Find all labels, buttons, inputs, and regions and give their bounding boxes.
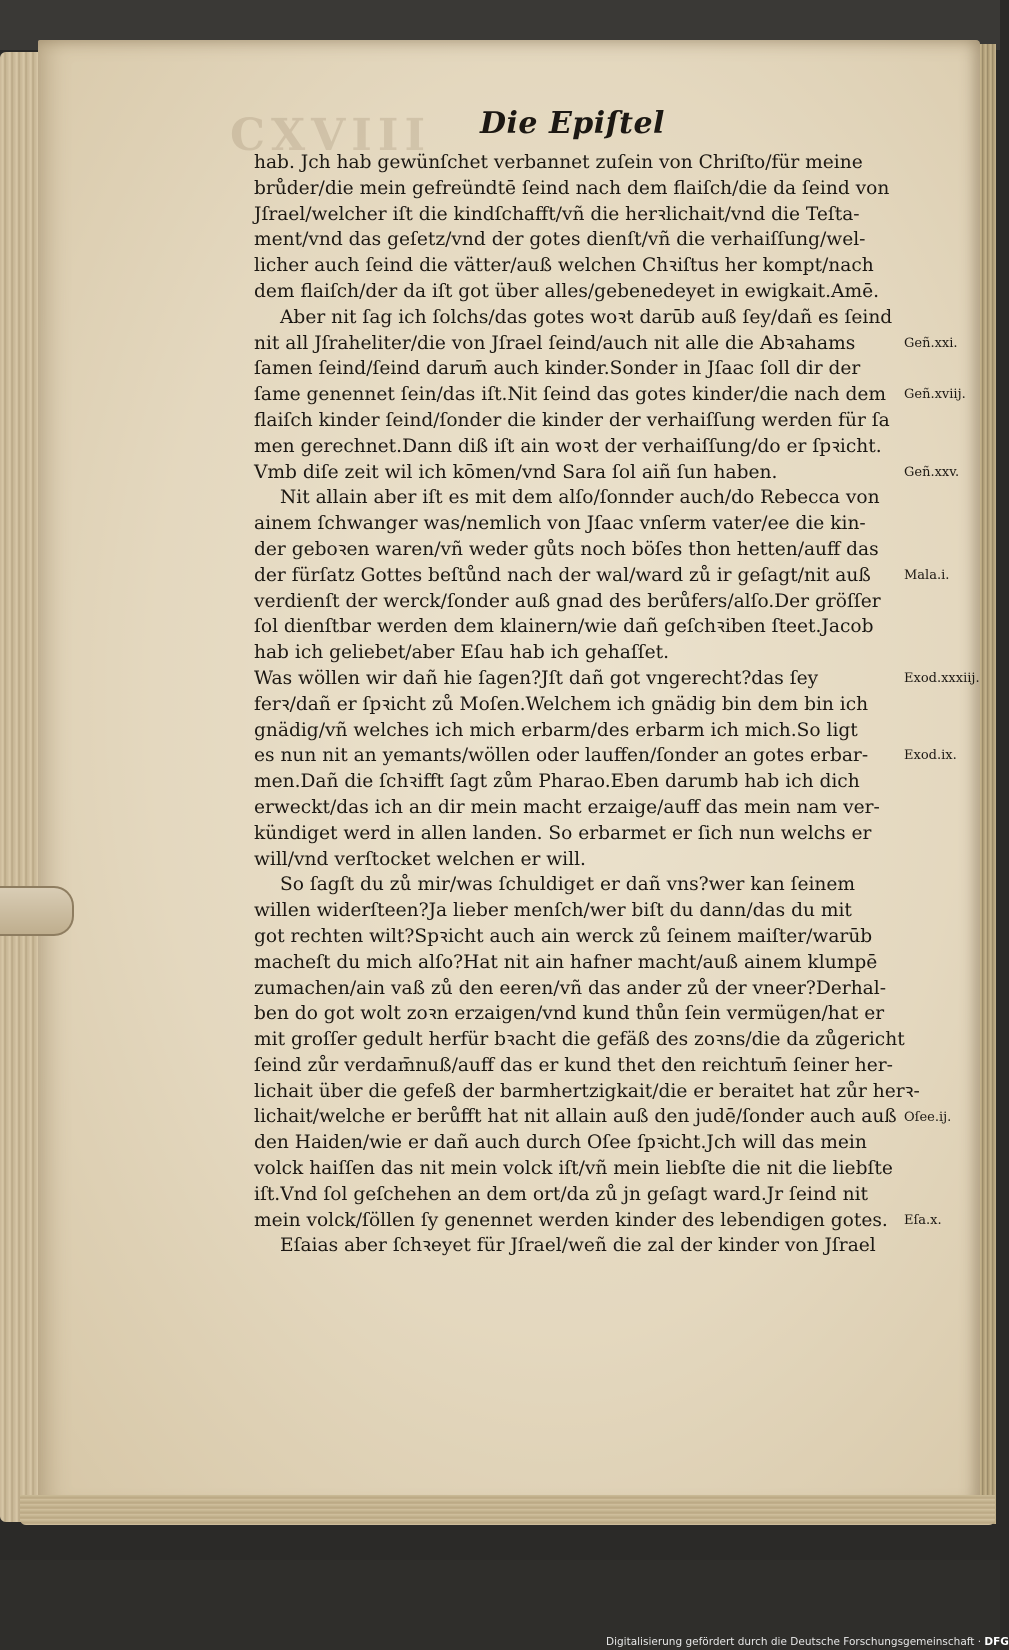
page-edges-bottom — [20, 1495, 995, 1525]
text-line: ſeind zůr verdam̄nuß/auff das er kund thet den reichtum̄ ſeiner her- — [254, 1054, 893, 1076]
text-line: licher auch ſeind die vätter/auß welchen Chꝛiſtus her kompt/nach — [254, 255, 874, 277]
text-line: willen widerſteen?Ja lieber menſch/wer biſt du dann/das du mit — [254, 900, 852, 922]
text-line: Was wöllen wir dañ hie ſagen?Jſt dañ got vngerecht?das ſey — [254, 667, 819, 689]
text-line: lichait über die gefeß der barmhertzigkait/die er beraitet hat zůr herꝛ- — [254, 1080, 920, 1102]
page-header: Die Epiſtel — [480, 106, 665, 141]
text-line: verdienſt der werck/ſonder auß gnad des berůfers/alſo.Der gröſſer — [254, 590, 881, 612]
main-text-block — [254, 150, 920, 1259]
text-line: zumachen/ain vaß zů den eeren/vñ das ander zů der vneer?Derhal- — [254, 977, 886, 999]
text-line: nit all Jſraheliter/die von Jſrael ſeind/auch nit alle die Abꝛahams — [254, 332, 856, 354]
text-line: volck haiſſen das nit mein volck iſt/vñ mein liebſte die nit die liebſte — [254, 1158, 893, 1180]
text-line: flaiſch kinder ſeind/ſonder die kinder der verhaiſſung werden für ſa — [254, 409, 890, 431]
text-line: ſame genennet ſein/das iſt.Nit ſeind das gotes kinder/die nach dem — [254, 384, 887, 406]
text-line: So ſagſt du zů mir/was ſchuldiget er dañ vns?wer kan ſeinem — [280, 874, 856, 896]
text-line: Vmb diſe zeit wil ich kōmen/vnd Sara ſol aiñ ſun haben. — [254, 461, 778, 483]
text-line: Aber nit ſag ich ſolchs/das gotes woꝛt darūb auß ſey/dañ es ſeind — [280, 306, 893, 328]
text-line: ferꝛ/dañ er ſpꝛicht zů Moſen.Welchem ich gnädig bin dem bin ich — [254, 693, 869, 715]
margin-note: Eſa.x. — [904, 1212, 942, 1228]
text-line: ſol dienſtbar werden dem klainern/wie dañ geſchꝛiben ſteet.Jacob — [254, 616, 874, 638]
show-through-text: CXVIII — [230, 110, 432, 161]
text-line: mein volck/ſöllen ſy genennet werden kinder des lebendigen gotes. — [254, 1209, 888, 1231]
text-line: mit groſſer gedult herfür bꝛacht die gefäß des zoꝛns/die da zůgericht — [254, 1029, 905, 1051]
text-line: got rechten wilt?Spꝛicht auch ain werck zů ſeinem maiſter/warūb — [254, 925, 873, 947]
dfg-logo: DFG — [984, 1636, 1009, 1648]
text-line: der fürſatz Gottes beſtůnd nach der wal/ward zů ir geſagt/nit auß — [254, 564, 871, 586]
text-line: will/vnd verſtocket welchen er will. — [254, 848, 586, 870]
text-line: ment/vnd das geſetz/vnd der gotes dienſt/vñ die verhaiſſung/wel- — [254, 229, 866, 251]
text-line: hab. Jch hab gewünſchet verbannet zuſein von Chriſto/für meine — [254, 152, 863, 173]
text-line: macheſt du mich alſo?Hat nit ain hafner macht/auß ainem klumpē — [254, 951, 878, 973]
text-line: ſamen ſeind/ſeind darum̄ auch kinder.Sonder in Jſaac ſoll dir der — [254, 358, 861, 380]
text-line: kündiget werd in allen landen. So erbarmet er ſich nun welchs er — [254, 822, 872, 844]
text-line: Nit allain aber iſt es mit dem alſo/ſonnder auch/do Rebecca von — [280, 487, 880, 509]
text-line: ainem ſchwanger was/nemlich von Jſaac vnſerm vater/ee die kin- — [254, 513, 866, 535]
text-line: iſt.Vnd ſol geſchehen an dem ort/da zů jn geſagt ward.Jr ſeind nit — [254, 1183, 869, 1205]
margin-note: Oſee.ij. — [904, 1109, 952, 1125]
text-line: erweckt/das ich an dir mein macht erzaige/auff das mein nam ver- — [254, 796, 880, 818]
text-line: dem flaiſch/der da iſt got über alles/gebenedeyet in ewigkait.Amē. — [254, 280, 880, 302]
margin-note: Geñ.xxv. — [904, 464, 960, 480]
text-line: lichait/welche er berůfft hat nit allain auß den judē/ſonder auch auß — [254, 1106, 897, 1128]
digitization-footer — [606, 1636, 1009, 1648]
margin-note: Exod.xxxiij. — [904, 671, 980, 686]
text-line: Eſaias aber ſchꝛeyet für Jſrael/weñ die zal der kinder von Jſrael — [280, 1235, 876, 1257]
margin-note: Exod.ix. — [904, 748, 957, 764]
text-line: gnädig/vñ welches ich mich erbarm/des erbarm ich mich.So ligt — [254, 719, 858, 741]
text-line: brůder/die mein gefreündtē ſeind nach dem flaiſch/die da ſeind von — [254, 177, 890, 199]
margin-note: Geñ.xviij. — [904, 387, 966, 403]
text-line: men.Dañ die ſchꝛifft ſagt zům Pharao.Eben darumb hab ich dich — [254, 771, 860, 793]
text-line: der geboꝛen waren/vñ weder gůts noch böſes thon hetten/auff das — [254, 538, 879, 560]
text-line: den Haiden/wie er dañ auch durch Oſee ſpꝛicht.Jch will das mein — [254, 1132, 867, 1154]
text-line: Jſrael/welcher iſt die kindſchafft/vñ die herꝛlichait/vnd die Teſta- — [254, 203, 860, 225]
margin-note: Geñ.xxi. — [904, 335, 958, 351]
bookmark-tab — [0, 886, 74, 936]
margin-note: Mala.i. — [904, 567, 950, 583]
text-line: es nun nit an yemants/wöllen oder lauffen/ſonder an gotes erbar- — [254, 745, 869, 767]
text-line: ben do got wolt zoꝛn erzaigen/vnd kund thůn ſein vermügen/hat er — [254, 1003, 885, 1025]
footer-text: Digitalisierung gefördert durch die Deutsche Forschungsgemeinschaft · — [606, 1636, 982, 1648]
text-line: men gerechnet.Dann diß iſt ain woꝛt der verhaiſſung/do er ſpꝛicht. — [254, 435, 882, 457]
text-line: hab ich geliebet/aber Eſau hab ich gehaſſet. — [254, 642, 670, 664]
